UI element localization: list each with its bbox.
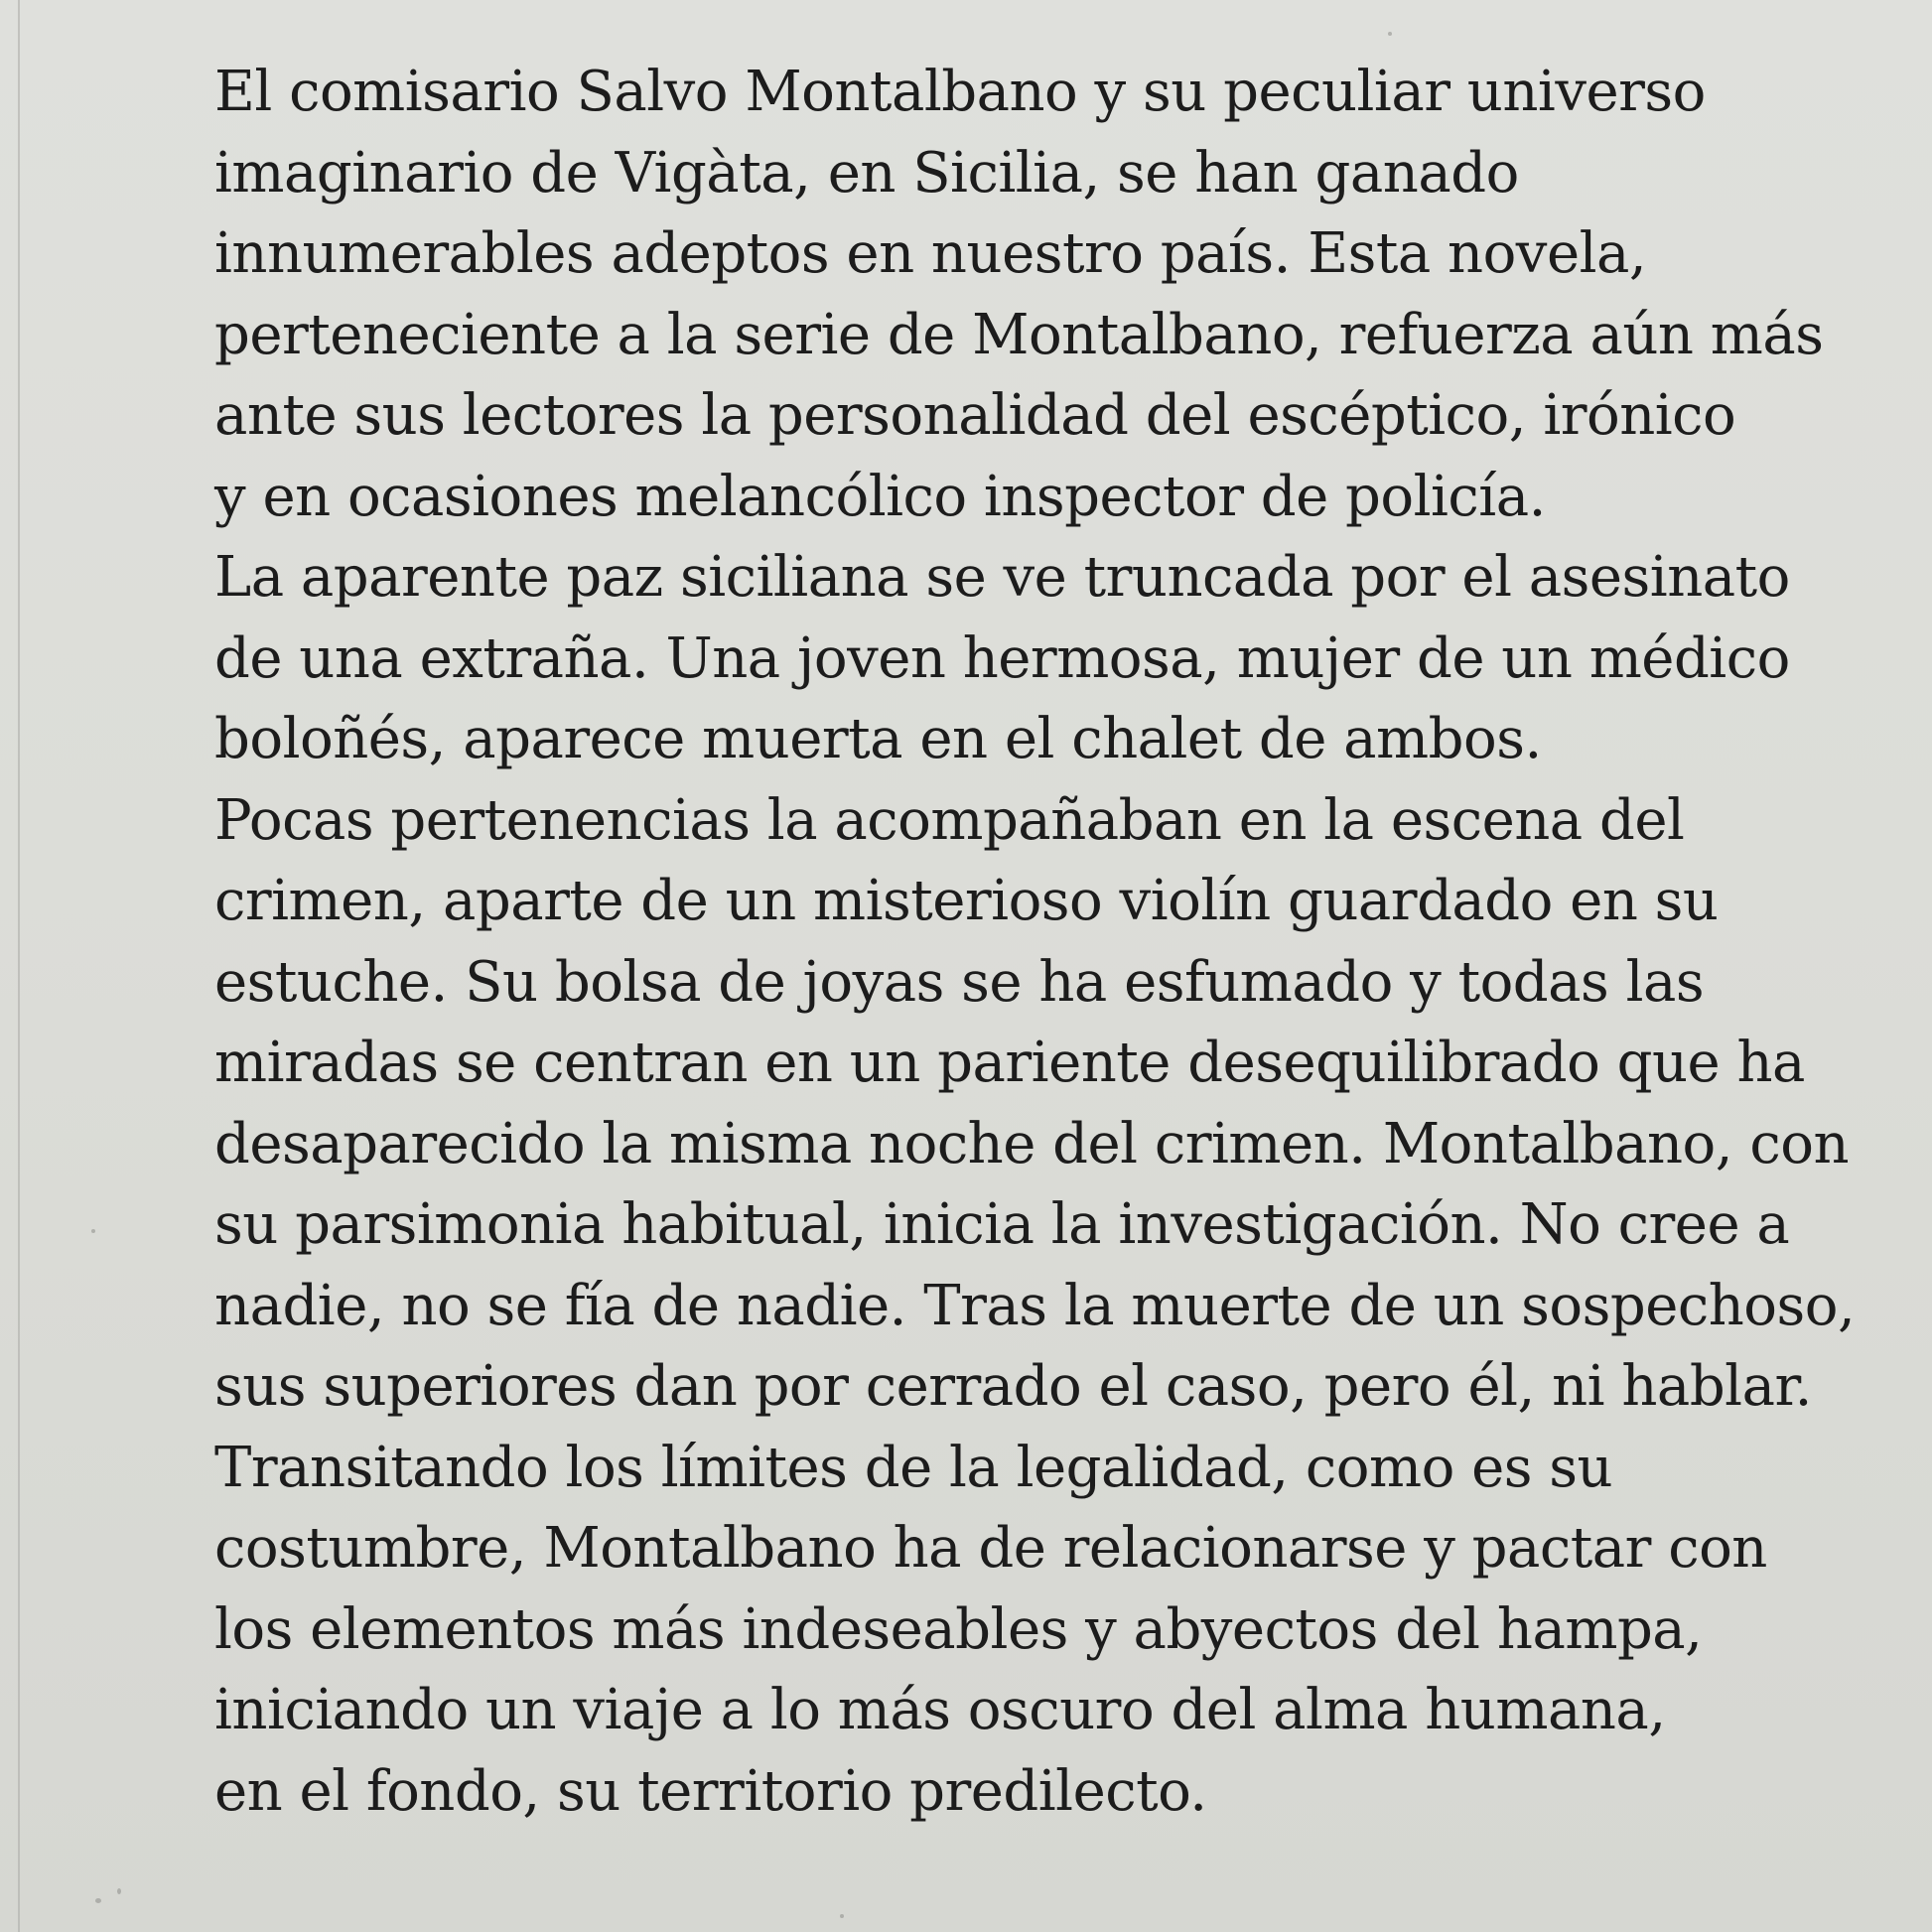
- page-edge: [18, 0, 20, 1932]
- synopsis-line: ante sus lectores la personalidad del escéptico, irónico: [214, 383, 1736, 448]
- synopsis-line: estuche. Su bolsa de joyas se ha esfumado y todas las: [214, 949, 1705, 1015]
- synopsis-line: La aparente paz siciliana se ve truncada por el asesinato: [214, 545, 1790, 610]
- paper-speck: [91, 1229, 95, 1233]
- synopsis-line: en el fondo, su territorio predilecto.: [214, 1758, 1207, 1824]
- synopsis-line: nadie, no se fía de nadie. Tras la muerte de un sospechoso,: [214, 1273, 1856, 1338]
- synopsis-line: y en ocasiones melancólico inspector de policía.: [214, 464, 1546, 529]
- synopsis-line: sus superiores dan por cerrado el caso, pero él, ni hablar.: [214, 1354, 1812, 1419]
- paper-speck: [95, 1898, 101, 1903]
- synopsis-line: costumbre, Montalbano ha de relacionarse y pactar con: [214, 1516, 1767, 1581]
- paper-speck: [1388, 32, 1392, 36]
- synopsis-line: iniciando un viaje a lo más oscuro del alma humana,: [214, 1678, 1666, 1742]
- synopsis-line: de una extraña. Una joven hermosa, mujer de un médico: [214, 625, 1790, 691]
- synopsis-line: Transitando los límites de la legalidad, como es su: [214, 1435, 1613, 1500]
- synopsis-line: miradas se centran en un pariente desequilibrado que ha: [214, 1031, 1805, 1095]
- synopsis-line: innumerables adeptos en nuestro país. Esta novela,: [214, 221, 1647, 286]
- synopsis-line: los elementos más indeseables y abyectos del hampa,: [214, 1596, 1703, 1662]
- synopsis-line: boloñés, aparece muerta en el chalet de ambos.: [214, 707, 1542, 771]
- synopsis-line: crimen, aparte de un misterioso violín guardado en su: [214, 869, 1719, 933]
- paper-speck: [117, 1888, 121, 1894]
- synopsis-line: perteneciente a la serie de Montalbano, refuerza aún más: [214, 302, 1824, 367]
- synopsis-line: El comisario Salvo Montalbano y su peculiar universo: [214, 60, 1706, 124]
- synopsis-line: Pocas pertenencias la acompañaban en la escena del: [214, 787, 1685, 853]
- synopsis-line: imaginario de Vigàta, en Sicilia, se han ganado: [214, 140, 1519, 206]
- synopsis-line: su parsimonia habitual, inicia la investigación. No cree a: [214, 1192, 1790, 1257]
- synopsis-line: desaparecido la misma noche del crimen. Montalbano, con: [214, 1111, 1850, 1176]
- paper-speck: [840, 1914, 844, 1918]
- synopsis-text: [214, 52, 1902, 1832]
